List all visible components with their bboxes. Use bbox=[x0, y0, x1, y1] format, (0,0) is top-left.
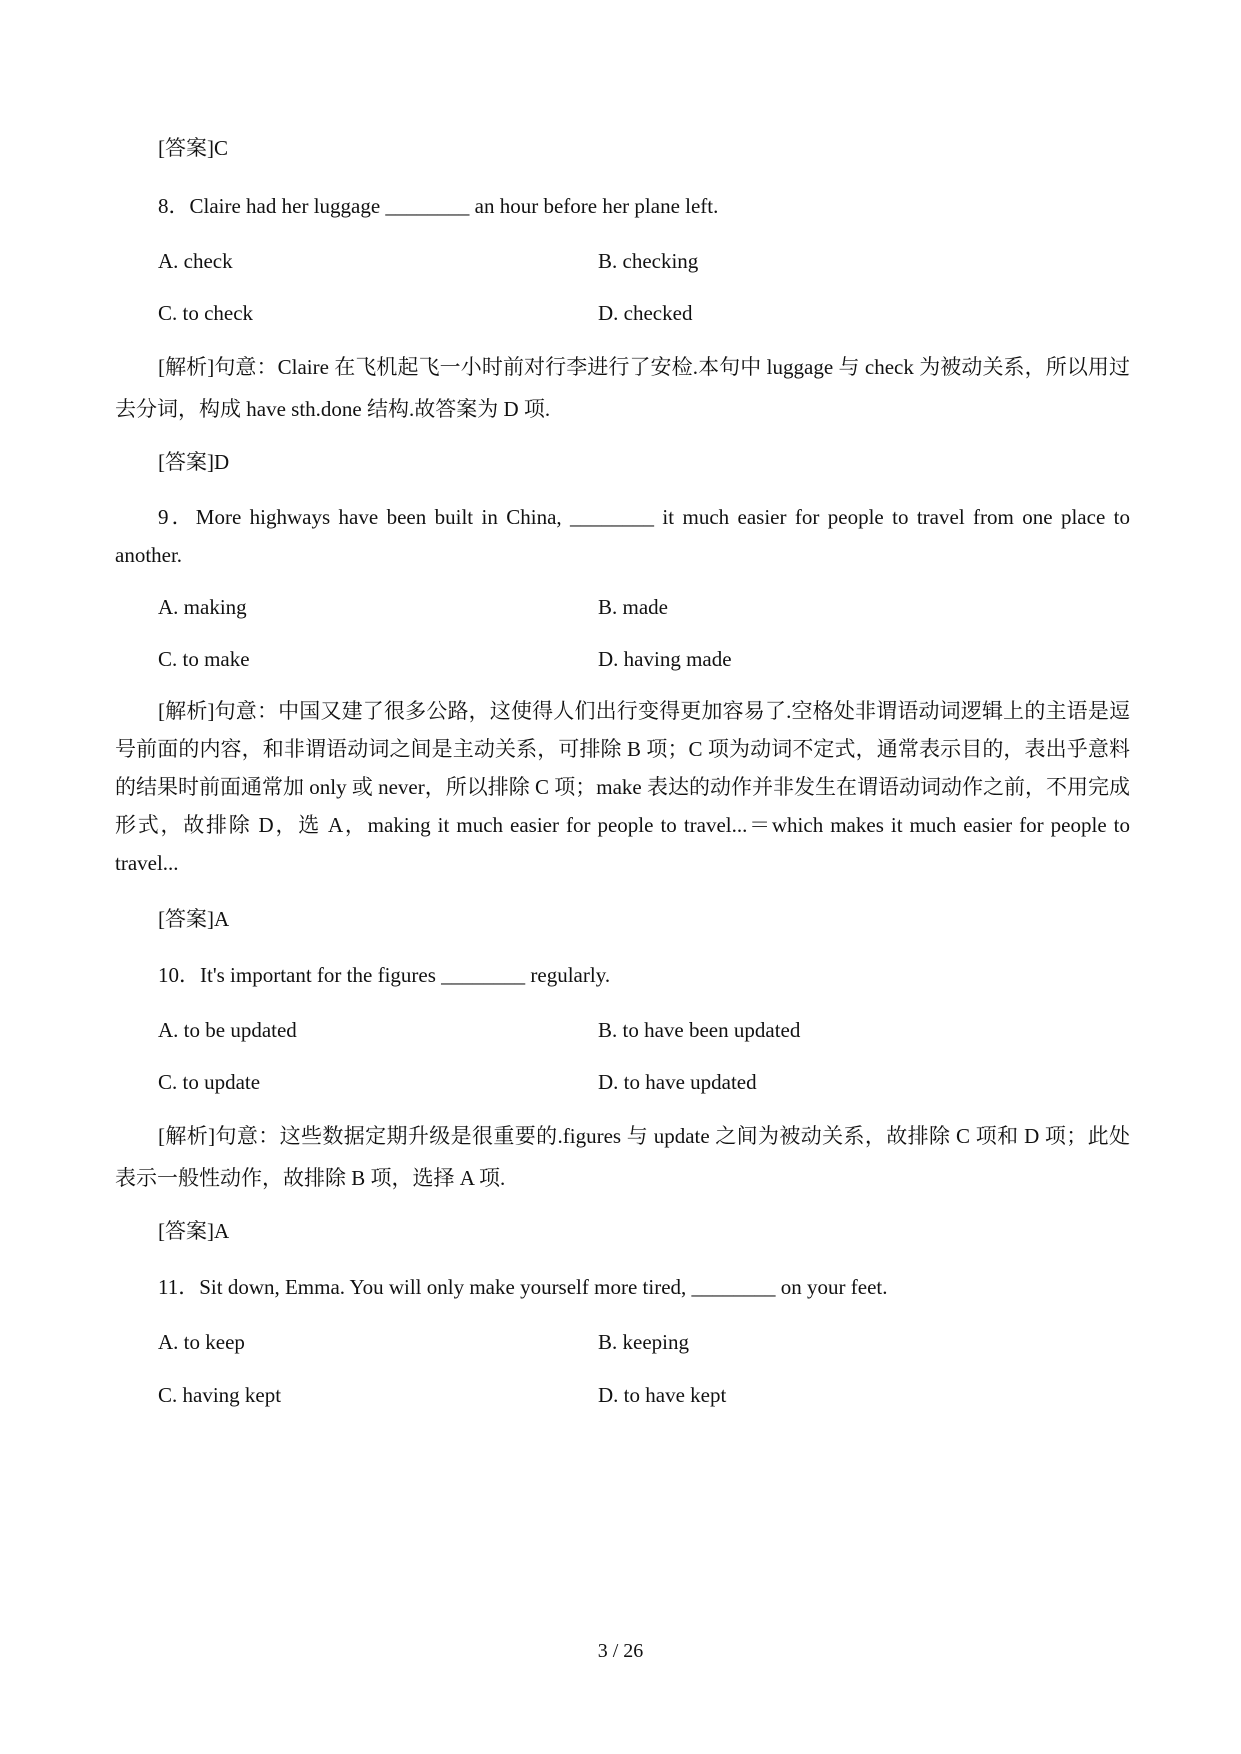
option-8-a: A. check bbox=[158, 249, 233, 273]
answer-8: [答案]D bbox=[158, 450, 230, 474]
option-11-b: B. keeping bbox=[598, 1330, 689, 1354]
option-10-d: D. to have updated bbox=[598, 1070, 757, 1094]
question-9: 9．More highways have been built in China, ________ it much easier for people to travel from one place to another. bbox=[115, 505, 1130, 567]
question-8: 8．Claire had her luggage ________ an hour before her plane left. bbox=[158, 194, 719, 218]
analysis-10: [解析]句意：这些数据定期升级是很重要的.figures 与 update 之间为被动关系，故排除 C 项和 D 项；此处表示一般性动作，故排除 B 项，选择 A 项. bbox=[115, 1124, 1130, 1190]
answer-10: [答案]A bbox=[158, 1219, 230, 1243]
option-11-d: D. to have kept bbox=[598, 1383, 727, 1407]
option-11-c: C. having kept bbox=[158, 1383, 282, 1407]
option-9-a: A. making bbox=[158, 595, 247, 619]
option-10-a: A. to be updated bbox=[158, 1018, 297, 1042]
answer-line: [答案]C bbox=[158, 136, 228, 160]
option-10-c: C. to update bbox=[158, 1070, 261, 1094]
option-8-c: C. to check bbox=[158, 301, 254, 325]
option-8-b: B. checking bbox=[598, 249, 699, 273]
option-9-c: C. to make bbox=[158, 647, 250, 671]
question-10: 10．It's important for the figures ________ regularly. bbox=[158, 963, 611, 987]
question-11: 11．Sit down, Emma. You will only make yourself more tired, ________ on your feet. bbox=[158, 1275, 888, 1299]
option-11-a: A. to keep bbox=[158, 1330, 245, 1354]
answer-9: [答案]A bbox=[158, 907, 230, 931]
page-number: 3 / 26 bbox=[597, 1640, 644, 1662]
option-10-b: B. to have been updated bbox=[598, 1018, 801, 1042]
analysis-9: [解析]句意：中国又建了很多公路，这使得人们出行变得更加容易了.空格处非谓语动词逻辑上的主语是逗号前面的内容，和非谓语动词之间是主动关系，可排除 B 项；C 项为动词不定式，通常表示目的，表出乎意料的结果时前面通常加 only 或 never，所以排除 C 项；make 表达的动作并非发生在谓语动词动作之前，不用完成形式，故排除 D，选 A，making it much easier for people to travel...＝which makes it much easier for people to travel... bbox=[115, 699, 1130, 875]
option-8-d: D. checked bbox=[598, 301, 693, 325]
analysis-8: [解析]句意：Claire 在飞机起飞一小时前对行李进行了安检.本句中 luggage 与 check 为被动关系，所以用过去分词，构成 have sth.done 结构.故答案为 D 项. bbox=[115, 355, 1130, 421]
option-9-d: D. having made bbox=[598, 647, 732, 671]
option-9-b: B. made bbox=[598, 595, 668, 619]
